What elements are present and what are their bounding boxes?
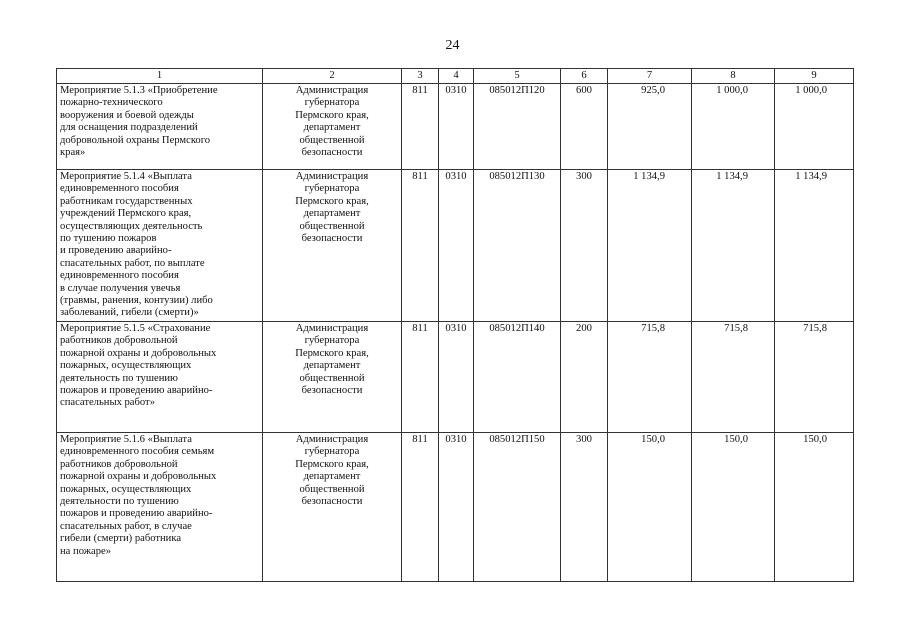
admin-code-cell: 811 — [402, 170, 439, 322]
event-cell: Мероприятие 5.1.3 «Приобретение пожарно-технического вооружения и боевой одежды для оснащения подразделений добровольной охраны Пермского края» — [57, 84, 263, 170]
target-code-cell: 085012П130 — [474, 170, 561, 322]
table-row — [57, 432, 854, 581]
column-header: 8 — [692, 69, 775, 84]
admin-code-cell: 811 — [402, 321, 439, 432]
column-header: 5 — [474, 69, 561, 84]
amount-cell: 150,0 — [608, 432, 692, 581]
column-header: 3 — [402, 69, 439, 84]
amount-cell: 715,8 — [608, 321, 692, 432]
expense-type-cell: 300 — [561, 170, 608, 322]
amount-cell: 1 000,0 — [775, 84, 854, 170]
event-cell: Мероприятие 5.1.5 «Страхование работников добровольной пожарной охраны и добровольных пожарных, осуществляющих деятельность по тушению пожаров и проведению аварийно- спасательных работ» — [57, 321, 263, 432]
amount-cell: 150,0 — [775, 432, 854, 581]
executor-cell: Администрация губернатора Пермского края, департамент общественной безопасности — [263, 84, 402, 170]
column-header: 6 — [561, 69, 608, 84]
executor-cell: Администрация губернатора Пермского края, департамент общественной безопасности — [263, 170, 402, 322]
table-row — [57, 321, 854, 432]
amount-cell: 1 000,0 — [692, 84, 775, 170]
expense-type-cell: 300 — [561, 432, 608, 581]
section-code-cell: 0310 — [439, 432, 474, 581]
header-row — [57, 69, 854, 84]
expense-type-cell: 200 — [561, 321, 608, 432]
target-code-cell: 085012П120 — [474, 84, 561, 170]
section-code-cell: 0310 — [439, 321, 474, 432]
amount-cell: 1 134,9 — [608, 170, 692, 322]
amount-cell: 925,0 — [608, 84, 692, 170]
admin-code-cell: 811 — [402, 432, 439, 581]
amount-cell: 1 134,9 — [775, 170, 854, 322]
budget-table — [56, 68, 854, 582]
column-header: 2 — [263, 69, 402, 84]
executor-cell: Администрация губернатора Пермского края, департамент общественной безопасности — [263, 321, 402, 432]
table-row — [57, 170, 854, 322]
column-header: 7 — [608, 69, 692, 84]
section-code-cell: 0310 — [439, 84, 474, 170]
expense-type-cell: 600 — [561, 84, 608, 170]
target-code-cell: 085012П150 — [474, 432, 561, 581]
event-cell: Мероприятие 5.1.4 «Выплата единовременного пособия работникам государственных учреждений Пермского края, осуществляющих деятельность по тушению пожаров и проведению аварийно- спасательных работ, по выплате единовременного пособия в случае получения увечья (травмы, ранения, контузии) либо заболеваний, гибели (смерти)» — [57, 170, 263, 322]
column-header: 1 — [57, 69, 263, 84]
column-header: 4 — [439, 69, 474, 84]
executor-cell: Администрация губернатора Пермского края, департамент общественной безопасности — [263, 432, 402, 581]
amount-cell: 715,8 — [775, 321, 854, 432]
target-code-cell: 085012П140 — [474, 321, 561, 432]
table-row — [57, 84, 854, 170]
amount-cell: 150,0 — [692, 432, 775, 581]
amount-cell: 715,8 — [692, 321, 775, 432]
section-code-cell: 0310 — [439, 170, 474, 322]
page-number: 24 — [445, 38, 460, 53]
amount-cell: 1 134,9 — [692, 170, 775, 322]
column-header: 9 — [775, 69, 854, 84]
event-cell: Мероприятие 5.1.6 «Выплата единовременного пособия семьям работников добровольной пожарной охраны и добровольных пожарных, осуществляющих деятельности по тушению пожаров и проведению аварийно- спасательных работ, в случае гибели (смерти) работника на пожаре» — [57, 432, 263, 581]
admin-code-cell: 811 — [402, 84, 439, 170]
